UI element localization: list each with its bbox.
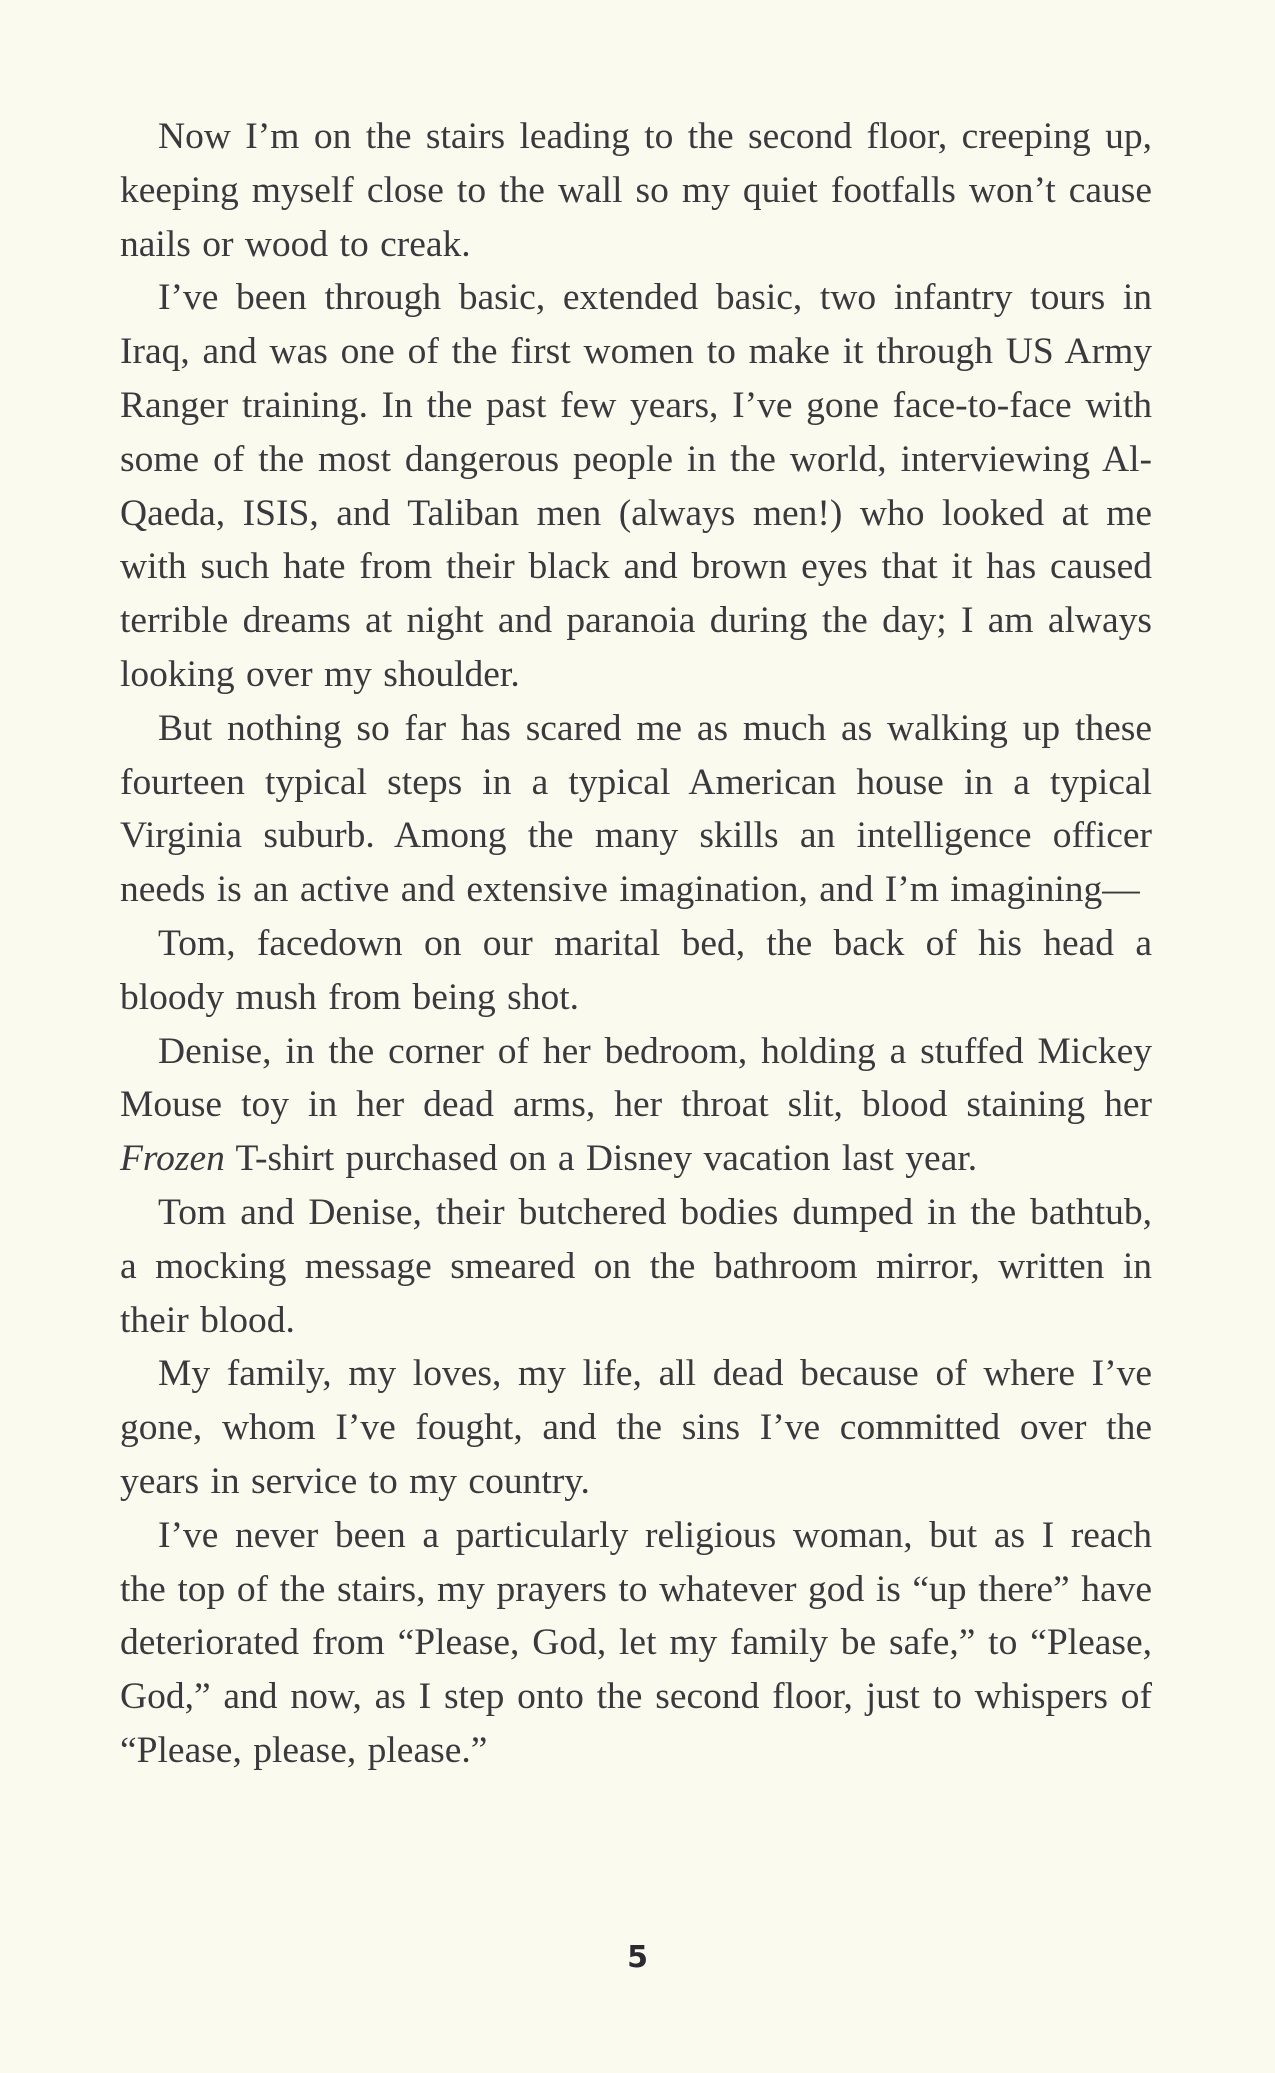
paragraph-5-text-after: T-shirt purchased on a Disney vacation last year. xyxy=(224,1138,978,1180)
paragraph-6: Tom and Denise, their butchered bodies dumped in the bathtub, a mocking message smeared on the bathroom mirror, written in their blood. xyxy=(120,1191,1152,1341)
paragraph-5-italic-title: Frozen xyxy=(120,1138,225,1180)
paragraph-7: My family, my loves, my life, all dead because of where I’ve gone, whom I’ve fought, and the sins I’ve committed over the years in service to my country. xyxy=(120,1353,1152,1502)
page-number: 5 xyxy=(627,1940,648,1975)
page-body xyxy=(120,110,1152,1778)
paragraph-1: Now I’m on the stairs leading to the second floor, creeping up, keeping myself close to the wall so my quiet footfalls won’t cause nails or wood to creak. xyxy=(120,116,1152,265)
paragraph-2: I’ve been through basic, extended basic, two infantry tours in Iraq, and was one of the first women to make it through US Army Ranger training. In the past few years, I’ve gone face-to-face with some of the most dangerous people in the world, interviewing Al-Qaeda, ISIS, and Taliban men (always men!) who looked at me with such hate from their black and brown eyes that it has caused terrible dreams at night and paranoia during the day; I am always looking over my shoulder. xyxy=(120,277,1152,695)
paragraph-5-text-before: Denise, in the corner of her bedroom, holding a stuffed Mickey Mouse toy in her dead arms, her throat slit, blood staining her xyxy=(120,1030,1152,1126)
paragraph-5 xyxy=(120,1025,1152,1186)
paragraph-8: I’ve never been a particularly religious woman, but as I reach the top of the stairs, my prayers to whatever god is “up there” have deteriorated from “Please, God, let my family be safe,” to “Please, God,” and now, as I step onto the second floor, just to whispers of “Please, please, please.” xyxy=(120,1514,1152,1771)
paragraph-3: But nothing so far has scared me as much as walking up these fourteen typical steps in a typical American house in a typical Virginia suburb. Among the many skills an intelligence officer needs is an active and extensive imagination, and I’m imagining— xyxy=(120,707,1152,911)
paragraph-4: Tom, facedown on our marital bed, the back of his head a bloody mush from being shot. xyxy=(120,922,1152,1018)
